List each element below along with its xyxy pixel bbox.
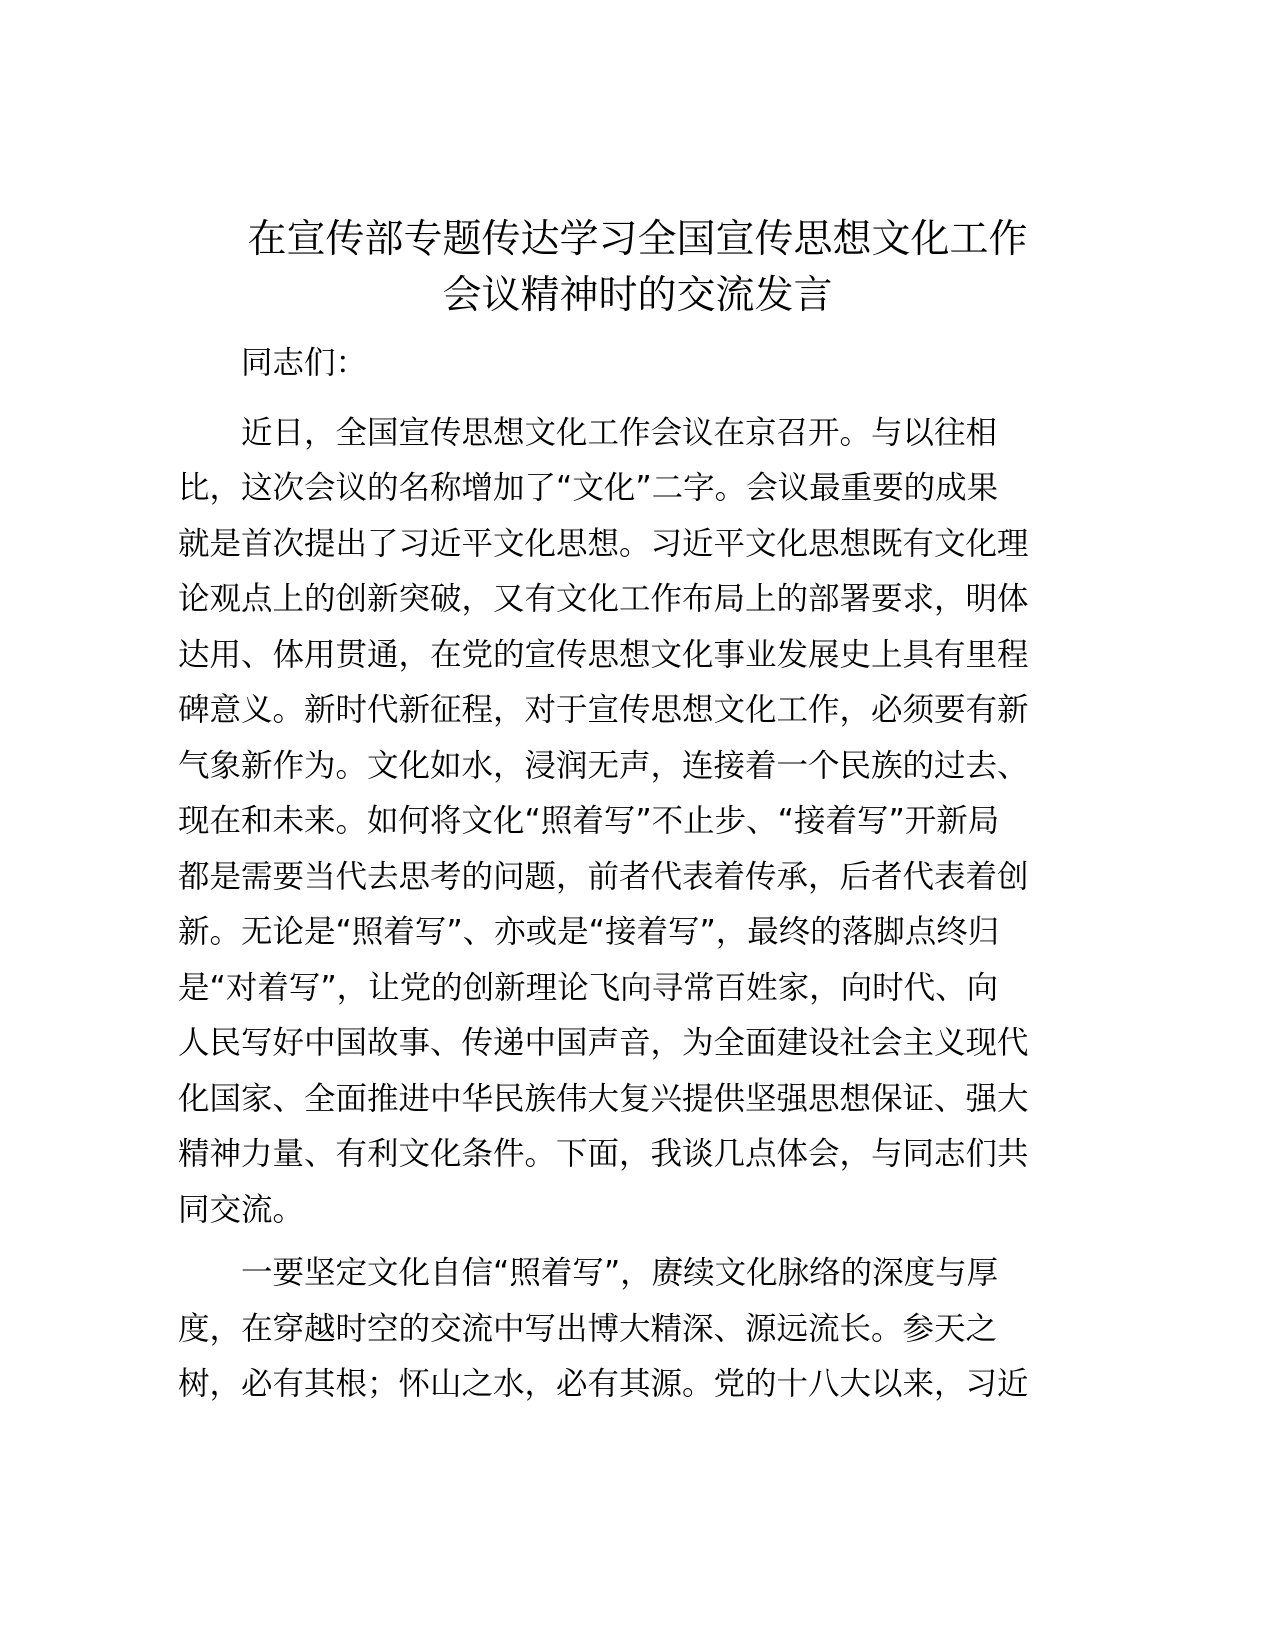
- text-line: 论观点上的创新突破，又有文化工作布局上的部署要求，明体: [178, 581, 1029, 617]
- document-body: [178, 336, 1038, 1413]
- text-line: 近日，全国宣传思想文化工作会议在京召开。与以往相: [241, 414, 998, 451]
- text-line: 同交流。: [178, 1191, 305, 1228]
- paragraph-point-one: [178, 1246, 1038, 1413]
- text-line: 度，在穿越时空的交流中写出博大精深、源远流长。参天之: [178, 1310, 998, 1347]
- title-line-2: 会议精神时的交流发言: [442, 273, 833, 318]
- text-line: 比，这次会议的名称增加了“文化”二字。会议最重要的成果: [178, 470, 999, 506]
- title-line-1: 在宣传部专题传达学习全国宣传思想文化工作: [247, 217, 1028, 262]
- document-title: [150, 212, 1125, 324]
- text-line: 现在和未来。如何将文化“照着写”不止步、“接着写”开新局: [178, 803, 1000, 839]
- text-line: 树，必有其根；怀山之水，必有其源。党的十八大以来，习近: [178, 1366, 1029, 1402]
- text-line: 碑意义。新时代新征程，对于宣传思想文化工作，必须要有新: [178, 692, 1029, 728]
- paragraph-intro: [178, 406, 1038, 1239]
- text-line: 就是首次提出了习近平文化思想。习近平文化思想既有文化理: [178, 525, 1029, 562]
- text-line: 人民写好中国故事、传递中国声音，为全面建设社会主义现代: [178, 1025, 1029, 1061]
- text-line: 化国家、全面推进中华民族伟大复兴提供坚强思想保证、强大: [178, 1080, 1029, 1117]
- text-line: 新。无论是“照着写”、亦或是“接着写”，最终的落脚点终归: [178, 914, 1000, 950]
- text-line: 是“对着写”，让党的创新理论飞向寻常百姓家，向时代、向: [178, 969, 999, 1006]
- text-line: 气象新作为。文化如水，浸润无声，连接着一个民族的过去、: [178, 747, 1029, 784]
- text-line: 精神力量、有利文化条件。下面，我谈几点体会，与同志们共: [178, 1136, 1029, 1172]
- text-line: 达用、体用贯通，在党的宣传思想文化事业发展史上具有里程: [178, 636, 1029, 673]
- text-line: 一要坚定文化自信“照着写”，赓续文化脉络的深度与厚: [241, 1255, 999, 1291]
- salutation: 同志们：: [241, 345, 368, 381]
- text-line: 都是需要当代去思考的问题，前者代表着传承，后者代表着创: [178, 858, 1029, 895]
